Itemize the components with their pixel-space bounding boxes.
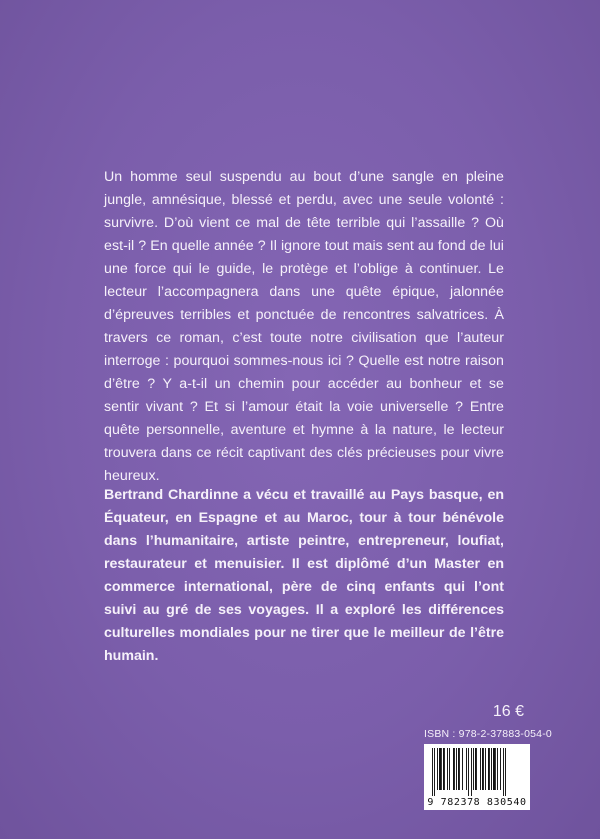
barcode-bar [471, 748, 472, 796]
barcode-bar [432, 748, 433, 796]
barcode-bar [485, 748, 486, 790]
barcode-digits: 9 782378 830540 [427, 797, 527, 808]
barcode [424, 744, 530, 810]
barcode-bar [482, 748, 484, 790]
barcode-bar [473, 748, 474, 790]
barcode-bar [468, 748, 469, 796]
barcode-bar [449, 748, 450, 790]
barcode-bar [466, 748, 467, 790]
barcode-bar [480, 748, 481, 790]
barcode-bar [456, 748, 457, 790]
barcode-bar [500, 748, 501, 790]
barcode-bar [491, 748, 492, 790]
barcode-bar [458, 748, 460, 790]
barcode-bar [493, 748, 496, 790]
barcode-bar [439, 748, 442, 790]
barcode-bar [447, 748, 448, 790]
barcode-bar [497, 748, 498, 790]
barcode-bars-icon [424, 744, 530, 798]
barcode-bar [488, 748, 490, 790]
barcode-bar [505, 748, 506, 796]
barcode-bar [443, 748, 445, 790]
barcode-bar [503, 748, 504, 796]
barcode-bar [453, 748, 455, 790]
barcode-bar [434, 748, 435, 796]
barcode-bar [462, 748, 463, 790]
book-summary: Un homme seul suspendu au bout d’une sangle en pleine jungle, amnésique, blessé et perdu, avec une seule volonté : survivre. D’où vient ce mal de tête terrible qui l’assaille ? Où est-il ? En quelle année ? Il ignore tout mais sent au fond de lui une force qui le guide, le protège et l’oblige à continuer. Le lecteur l’accompagnera dans une quête épique, jalonnée d’épreuves terribles et ponctuée de rencontres salvatrices. À travers ce roman, c’est toute notre civilisation que l’auteur interroge : pourquoi sommes-nous ici ? Quelle est notre raison d’être ? Y a-t-il un chemin pour accéder au bonheur et se sentir vivant ? Et si l’amour était la voie universelle ? Entre quête personnelle, aventure et hymne à la nature, le lecteur trouvera dans ce récit captivant des clés précieuses pour vivre heureux. [104, 169, 504, 484]
isbn-label: ISBN : 978-2-37883-054-0 [424, 728, 552, 740]
barcode-bar [475, 748, 477, 790]
price-label: 16 € [492, 703, 524, 720]
barcode-bar [437, 748, 438, 790]
author-bio: Bertrand Chardinne a vécu et travaillé au Pays basque, en Équateur, en Espagne et au Maroc, tour à tour bénévole dans l’humanitaire, artiste peintre, entrepreneur, loufiat, restaurateur et menuisier. Il est diplômé d’un Master en commerce international, père de cinq enfants qui l’ont suivi au gré de ses voyages. Il a exploré les différences culturelles mondiales pour ne tirer que le meilleur de l’être humain. [104, 487, 504, 664]
